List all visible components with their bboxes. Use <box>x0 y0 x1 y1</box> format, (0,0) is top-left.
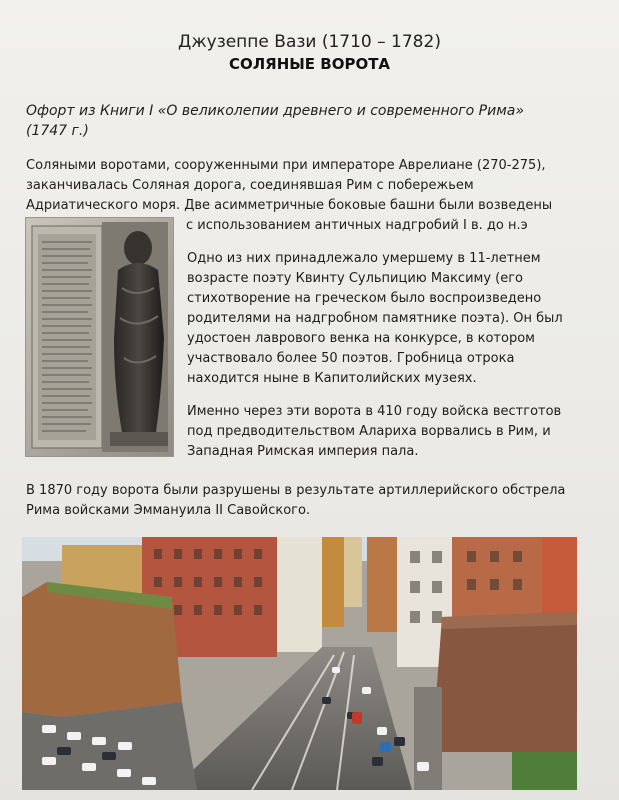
author-title: Джузеппе Вази (1710 – 1782) <box>178 32 441 52</box>
page-title: СОЛЯНЫЕ ВОРОТА <box>228 55 391 73</box>
text-line: стихотворение на греческом было воспроизведено <box>187 291 542 306</box>
text-line: родителями на надгробном памятнике поэта). Он был <box>187 311 563 326</box>
paragraph-visigoths <box>187 402 595 462</box>
text-line: Именно через эти ворота в 410 году войска вестготов <box>187 404 562 419</box>
source-caption <box>26 101 601 141</box>
text-line: Западная Римская империя пала. <box>187 444 419 459</box>
source-line: (1747 г.) <box>26 123 89 139</box>
tombstone-etching-image <box>26 218 173 456</box>
street-photo-image <box>22 537 577 790</box>
text-line: Адриатического моря. Две асимметричные боковые башни были возведены <box>26 198 553 213</box>
text-line: удостоен лаврового венка на конкурсе, в котором <box>187 331 535 346</box>
text-line: В 1870 году ворота были разрушены в результате артиллерийского обстрела <box>26 483 566 498</box>
street-photo-illustration <box>22 537 577 790</box>
text-line: с использованием античных надгробий I в. до н.э <box>186 218 528 233</box>
text-line: заканчивалась Соляная дорога, соединявшая Рим с побережьем <box>26 178 474 193</box>
etching-illustration <box>26 218 173 456</box>
paragraph-destruction <box>26 481 606 521</box>
text-line: под предводительством Алариха ворвались в Рим, и <box>187 424 551 439</box>
text-line: участвовало более 50 поэтов. Гробница отрока <box>187 351 515 366</box>
source-line: Офорт из Книги I «О великолепии древнего и современного Рима» <box>26 103 524 119</box>
text-line: Соляными воротами, сооруженными при императоре Аврелиане (270-275), <box>26 158 546 173</box>
text-line: находится ныне в Капитолийских музеях. <box>187 371 477 386</box>
text-line: Рима войсками Эммануила II Савойского. <box>26 503 311 518</box>
text-line: Одно из них принадлежало умершему в 11-летнем <box>187 251 541 266</box>
text-line: возрасте поэту Квинту Сульпицию Максиму (его <box>187 271 524 286</box>
paragraph-poet <box>187 249 579 389</box>
